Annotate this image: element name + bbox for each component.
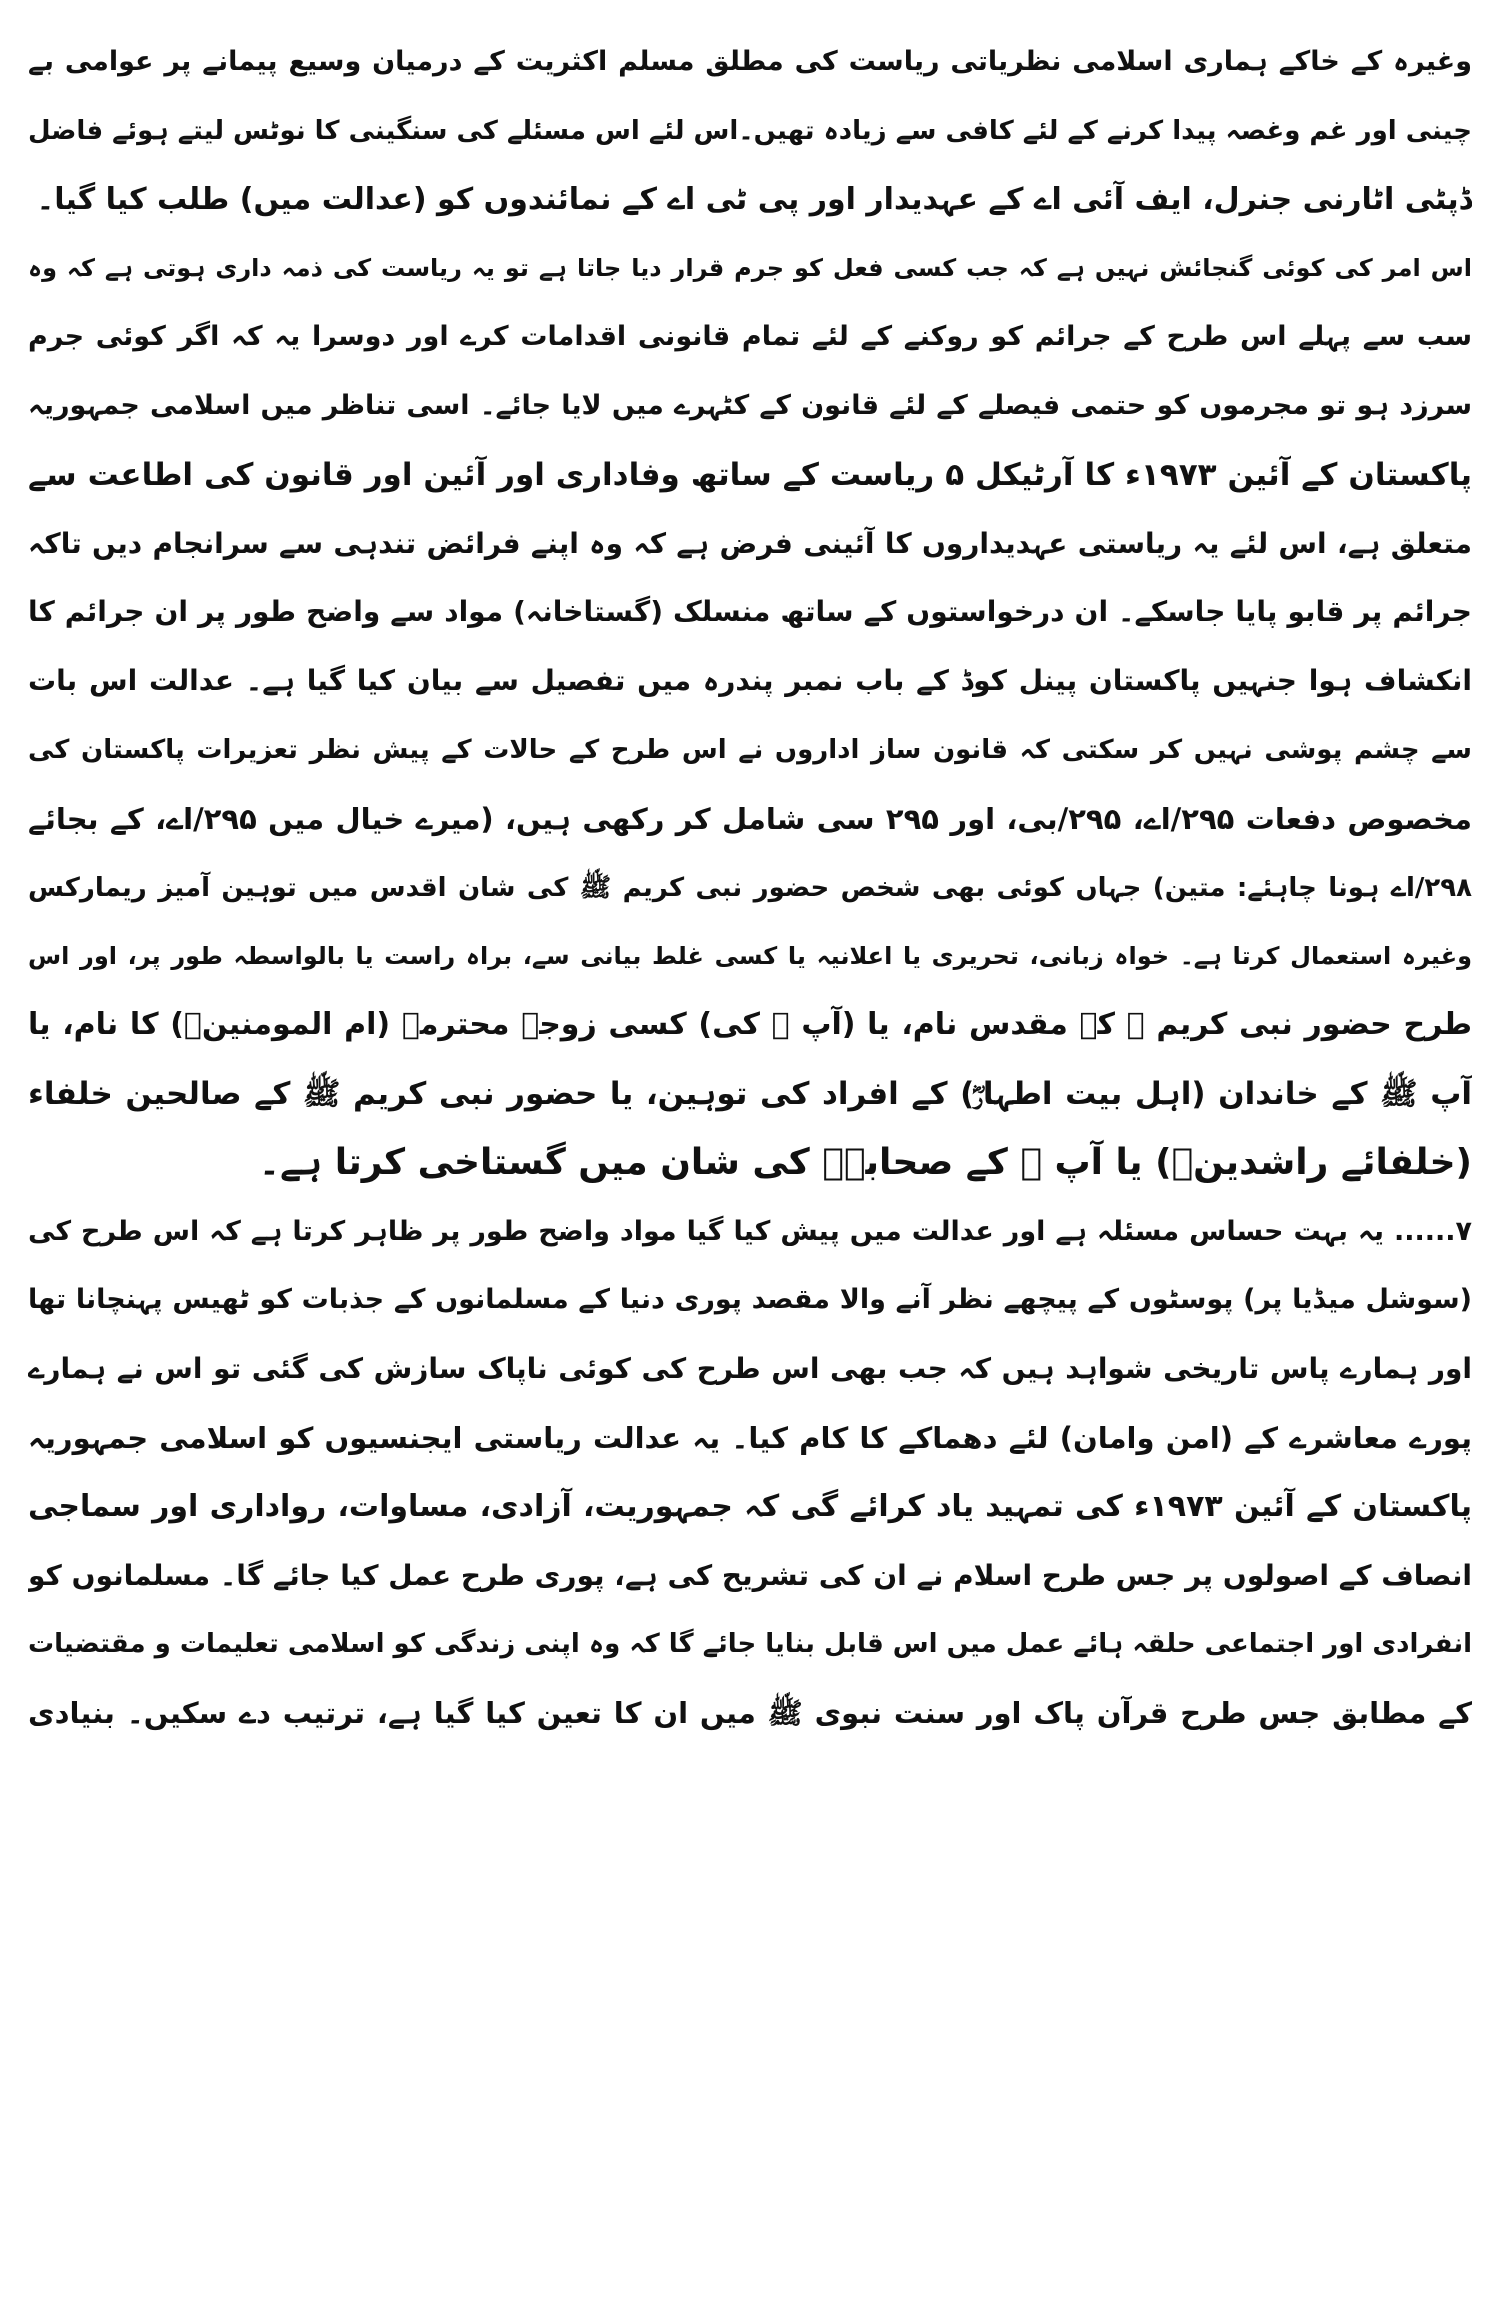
- text-line: چینی اور غم وغصہ پیدا کرنے کے لئے کافی سے زیادہ تھیں۔اس لئے اس مسئلے کی سنگینی کا نوٹس لیتے ہوئے فاضل: [28, 115, 1472, 146]
- text-line: سرزد ہو تو مجرموں کو حتمی فیصلے کے لئے قانون کے کٹہرے میں لایا جائے۔ اسی تناظر میں اسلامی جمہوریہ: [28, 389, 1472, 421]
- text-line: (خلفائے راشدینؓ) یا آپ ﷺ کے صحابہؓ کی شان میں گستاخی کرتا ہے۔: [258, 1141, 1472, 1183]
- text-line: سے چشم پوشی نہیں کر سکتی کہ قانون ساز اداروں نے اس طرح کے حالات کے پیش نظر تعزیرات پاکستان کی: [28, 734, 1472, 765]
- text-line: اس امر کی کوئی گنجائش نہیں ہے کہ جب کسی فعل کو جرم قرار دیا جاتا ہے تو یہ ریاست کی ذمہ داری ہوتی ہے کہ وہ: [28, 254, 1472, 283]
- text-line: آپ ﷺ کے خاندان (اہل بیت اطہارؓ) کے افراد کی توہین، یا حضور نبی کریم ﷺ کے صالحین خلفاء: [28, 1075, 1472, 1112]
- text-line: پاکستان کے آئین ۱۹۷۳ء کی تمہید یاد کرائے گی کہ جمہوریت، آزادی، مساوات، رواداری اور سماجی: [28, 1488, 1472, 1524]
- paragraph-7-first-line: ۷...... یہ بہت حساس مسئلہ ہے اور عدالت میں پیش کیا گیا مواد واضح طور پر ظاہر کرتا ہے کہ اس طرح کی: [28, 1215, 1472, 1247]
- text-line: مخصوص دفعات ۲۹۵/اے، ۲۹۵/بی، اور ۲۹۵ سی شامل کر رکھی ہیں، (میرے خیال میں ۲۹۵/اے، کے بجائے: [28, 801, 1472, 836]
- text-line: طرح حضور نبی کریم ﷺ کے مقدس نام، یا (آپ ﷺ کی) کسی زوجہ محترمہ (ام المومنینؓ) کا نام، یا: [28, 1007, 1472, 1043]
- text-line: پورے معاشرے کے (امن وامان) لئے دھماکے کا کام کیا۔ یہ عدالت ریاستی ایجنسیوں کو اسلامی جمہوریہ: [28, 1420, 1472, 1455]
- text-line: انکشاف ہوا جنہیں پاکستان پینل کوڈ کے باب نمبر پندرہ میں تفصیل سے بیان کیا گیا ہے۔ عدالت اس بات: [28, 664, 1472, 698]
- text-line: پاکستان کے آئین ۱۹۷۳ء کا آرٹیکل ۵ ریاست کے ساتھ وفاداری اور آئین اور قانون کی اطاعت سے: [28, 456, 1472, 493]
- text-line: وغیرہ استعمال کرتا ہے۔ خواہ زبانی، تحریری یا اعلانیہ یا کسی غلط بیانی سے، براہ راست یا بالواسطہ طور پر، اور اس: [28, 942, 1472, 971]
- text-line: سب سے پہلے اس طرح کے جرائم کو روکنے کے لئے تمام قانونی اقدامات کرے اور دوسرا یہ کہ اگر کوئی جرم: [28, 321, 1472, 353]
- text-line: کے مطابق جس طرح قرآن پاک اور سنت نبوی ﷺ میں ان کا تعین کیا گیا ہے، ترتیب دے سکیں۔ بنیادی: [28, 1696, 1472, 1731]
- text-line: انفرادی اور اجتماعی حلقہ ہائے عمل میں اس قابل بنایا جائے گا کہ وہ اپنی زندگی کو اسلامی تعلیمات و مقتضیات: [28, 1629, 1472, 1660]
- document-page: [28, 28, 1472, 2272]
- text-line: جرائم پر قابو پایا جاسکے۔ ان درخواستوں کے ساتھ منسلک (گستاخانہ) مواد سے واضح طور پر ان جرائم کا: [28, 595, 1472, 629]
- text-line: (سوشل میڈیا پر) پوسٹوں کے پیچھے نظر آنے والا مقصد پوری دنیا کے مسلمانوں کے جذبات کو ٹھیس پہنچانا تھا: [28, 1284, 1472, 1316]
- text-line: اور ہمارے پاس تاریخی شواہد ہیں کہ جب بھی اس طرح کی کوئی ناپاک سازش کی گئی تو اس نے ہمارے: [28, 1352, 1472, 1386]
- text-line: انصاف کے اصولوں پر جس طرح اسلام نے ان کی تشریح کی ہے، پوری طرح عمل کیا جائے گا۔ مسلمانوں کو: [28, 1558, 1472, 1592]
- text-line: ۲۹۸/اے ہونا چاہئے: متین) جہاں کوئی بھی شخص حضور نبی کریم ﷺ کی شان اقدس میں توہین آمیز ریمارکس: [28, 872, 1472, 903]
- text-line: ڈپٹی اٹارنی جنرل، ایف آئی اے کے عہدیدار اور پی ٹی اے کے نمائندوں کو (عدالت میں) طلب کیا گیا۔: [36, 181, 1472, 217]
- text-line: وغیرہ کے خاکے ہماری اسلامی نظریاتی ریاست کی مطلق مسلم اکثریت کے درمیان وسیع پیمانے پر عوامی بے: [28, 46, 1472, 77]
- text-line: متعلق ہے، اس لئے یہ ریاستی عہدیداروں کا آئینی فرض ہے کہ وہ اپنے فرائض تندہی سے سرانجام دیں تاکہ: [28, 526, 1472, 560]
